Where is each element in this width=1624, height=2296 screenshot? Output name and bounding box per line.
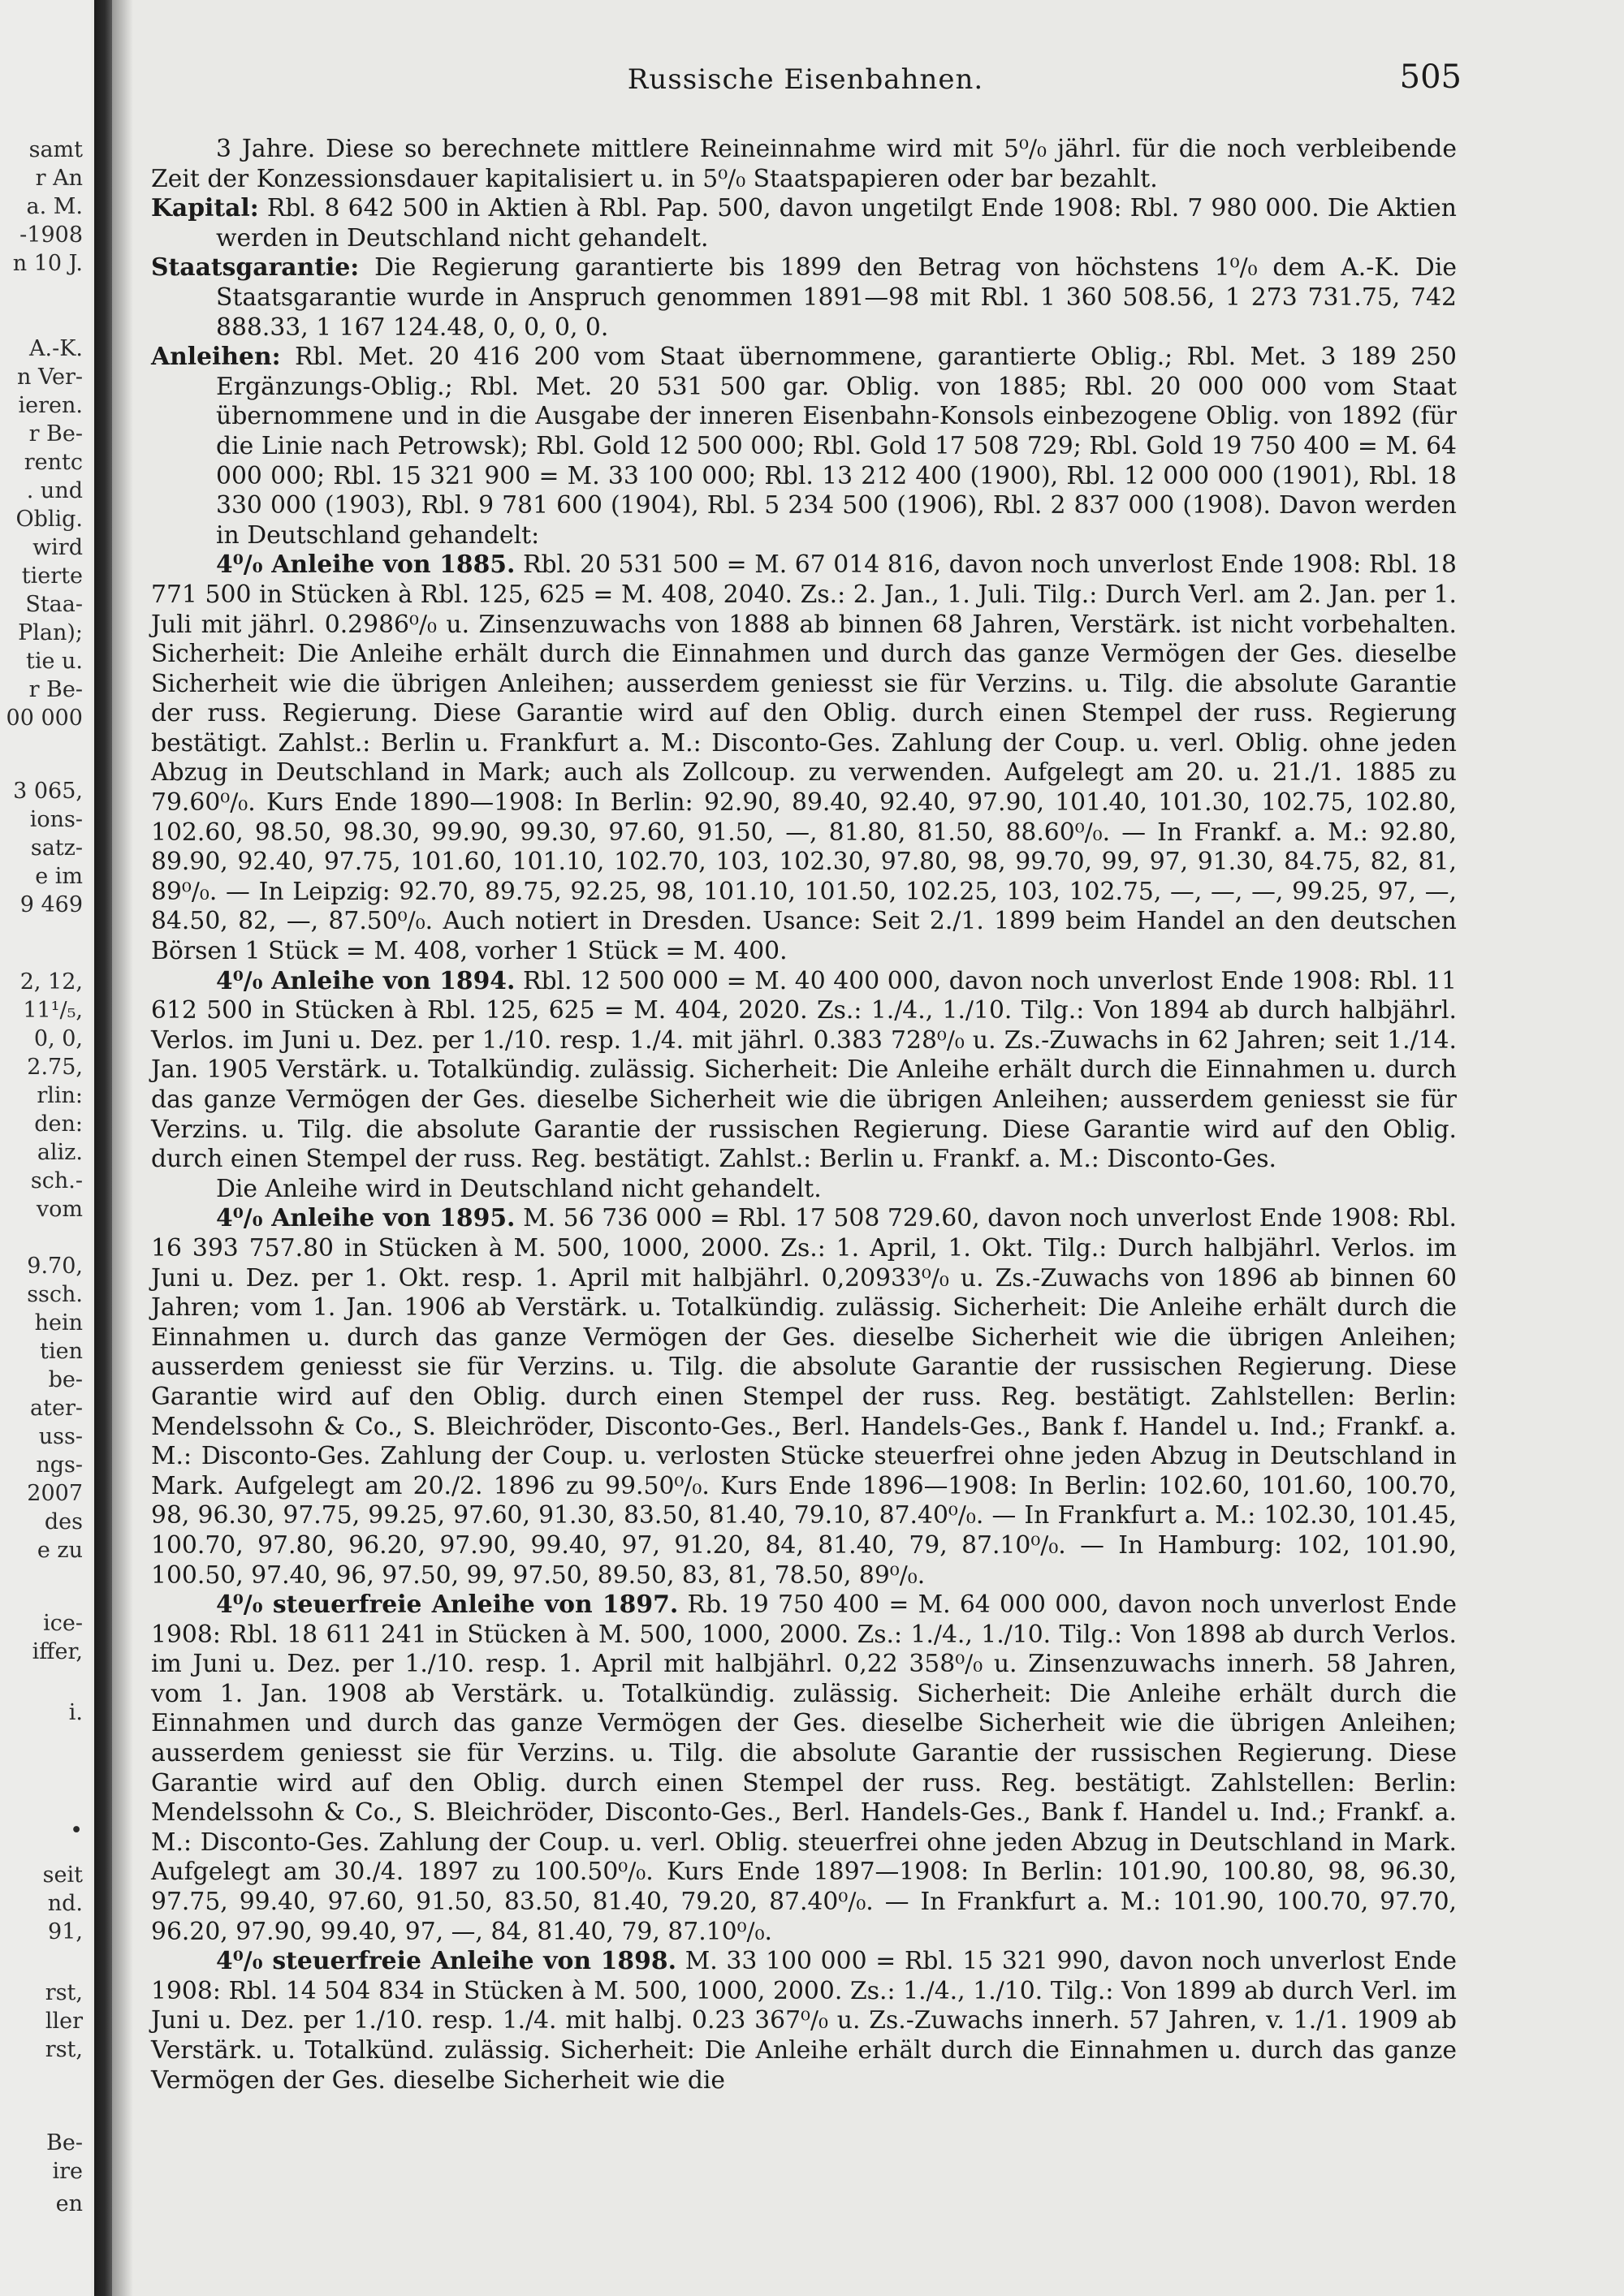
margin-fragment: e zu [37, 1538, 83, 1563]
entry-label-staatsgarantie: Staatsgarantie: [151, 253, 360, 283]
margin-fragment: Oblig. [15, 507, 83, 532]
loan-1885 [151, 550, 1457, 966]
margin-fragment: seit [42, 1862, 83, 1888]
loan-text-1895: M. 56 736 000 = Rbl. 17 508 729.60, davon noch unverlost Ende 1908: Rbl. 16 393 757.80 in Stücken à M. 500, 1000, 2000. Zs.: 1. April, 1. Okt. Tilg.: Durch halbjährl. Verlos. im Juni u. Dez. per 1. Okt. resp. 1. April mit halbjährl. 0,20933⁰/₀ u. Zs.-Zuwachs von 1896 ab binnen 60 Jahren; vom 1. Jan. 1906 ab Verstärk. u. Totalkündig. zulässig. Sicherheit: Die Anleihe erhält durch die Einnahmen u. durch das ganze Vermögen der Ges. dieselbe Sicherheit wie die übrigen Anleihen; ausserdem geniesst sie für Verzins. u. Tilg. die absolute Garantie der russischen Regierung. Diese Garantie wird auf den Oblig. durch einen Stempel der russ. Reg. bestätigt. Zahlstellen: Berlin: Mendelssohn & Co., S. Bleichröder, Disconto-Ges., Berl. Handels-Ges., Bank f. Handel u. Ind.; Frankf. a. M.: Disconto-Ges. Zahlung der Coup. u. verlosten Stücke steuerfrei ohne jeden Abzug in Deutschland in Mark. Aufgelegt am 20./2. 1896 zu 99.50⁰/₀. Kurs Ende 1896—1908: In Berlin: 102.60, 101.60, 100.70, 98, 96.30, 97.75, 99.25, 97.60, 91.30, 83.50, 81.40, 79.10, 87.40⁰/₀. — In Frankfurt a. M.: 102.30, 101.45, 100.70, 97.80, 96.20, 97.90, 99.40, 97, 91.20, 84, 81.40, 79, 87.10⁰/₀. — In Hamburg: 102, 101.90, 100.50, 97.40, 96, 97.50, 99, 97.50, 89.50, 83, 81, 78.50, 89⁰/₀. [151, 1204, 1457, 1590]
margin-fragment: Staa- [25, 592, 83, 617]
margin-fragment: 91, [48, 1919, 83, 1944]
margin-fragment: aliz. [37, 1140, 83, 1165]
loan-text-1894: Rbl. 12 500 000 = M. 40 400 000, davon noch unverlost Ende 1908: Rbl. 11 612 500 in Stücken à Rbl. 125, 625 = M. 404, 2020. Zs.: 1./4., 1./10. Tilg.: Von 1894 ab durch halbjährl. Verlos. im Juni u. Dez. per 1./10. resp. 1./4. mit jährl. 0.383 728⁰/₀ u. Zs.-Zuwachs in 62 Jahren; seit 1./14. Jan. 1905 Verstärk. u. Totalkündig. zulässig. Sicherheit: Die Anleihe erhält durch die Einnahmen u. durch das ganze Vermögen der Ges. dieselbe Sicherheit wie die übrigen Anleihen; ausserdem geniesst sie für Verzins. u. Tilg. die absolute Garantie der russischen Regierung. Diese Garantie wird auf den Oblig. durch einen Stempel der russ. Reg. bestätigt. Zahlst.: Berlin u. Frankf. a. M.: Disconto-Ges. [151, 966, 1457, 1174]
margin-fragment: ions- [29, 807, 83, 832]
loan-text-1897: Rb. 19 750 400 = M. 64 000 000, davon noch unverlost Ende 1908: Rbl. 18 611 241 in Stücken à M. 500, 1000, 2000. Zs.: 1./4., 1./10. Tilg.: Von 1898 ab durch Verlos. im Juni u. Dez. per 1./10. resp. 1. April mit halbjährl. 0,22 358⁰/₀ u. Zinsenzuwachs innerh. 58 Jahren, vom 1. Jan. 1908 ab Verstärk. u. Totalkündig. zulässig. Sicherheit: Die Anleihe erhält durch die Einnahmen und durch das ganze Vermögen der Ges. dieselbe Sicherheit wie die übrigen Anleihen; ausserdem geniesst sie für Verzins. u. Tilg. die absolute Garantie der russischen Regierung. Diese Garantie wird auf den Oblig. durch einen Stempel der russ. Reg. bestätigt. Zahlstellen: Berlin: Mendelssohn & Co., S. Bleichröder, Disconto-Ges., Berl. Handels-Ges., Bank f. Handel u. Ind.; Frankf. a. M.: Disconto-Ges. Zahlung der Coup. u. verl. Oblig. steuerfrei ohne jeden Abzug in Deutschland in Mark. Aufgelegt am 30./4. 1897 zu 100.50⁰/₀. Kurs Ende 1897—1908: In Berlin: 101.90, 100.80, 98, 96.30, 97.75, 99.40, 97.60, 91.50, 83.50, 81.40, 79.20, 87.40⁰/₀. — In Frankfurt a. M.: 101.90, 100.70, 97.70, 96.20, 97.90, 99.40, 97, —, 84, 81.40, 79, 87.10⁰/₀. [151, 1590, 1457, 1946]
margin-fragment: satz- [30, 835, 83, 861]
margin-fragment: den: [34, 1111, 83, 1137]
margin-fragment: 00 000 [6, 706, 83, 731]
margin-fragment: ller [45, 2009, 83, 2034]
margin-fragment: uss- [38, 1424, 83, 1449]
loan-title-1898: 4⁰/₀ steuerfreie Anleihe von 1898. [216, 1947, 676, 1976]
loan-title-1885: 4⁰/₀ Anleihe von 1885. [216, 550, 516, 580]
page-number: 505 [1399, 58, 1462, 96]
margin-fragment: 2007 [27, 1481, 83, 1506]
margin-fragment: 11¹/₅, [23, 998, 83, 1023]
loan-1894 [151, 967, 1457, 1175]
margin-fragment: hein [34, 1310, 83, 1336]
margin-fragment: tie u. [25, 649, 83, 674]
margin-fragment: ssch. [27, 1282, 83, 1307]
margin-fragment: n 10 J. [12, 251, 83, 276]
margin-fragment: wird [32, 535, 83, 560]
entry-text-anleihen: Rbl. Met. 20 416 200 vom Staat übernommene, garantierte Oblig.; Rbl. Met. 3 189 250 Ergänzungs-Oblig.; Rbl. Met. 20 531 500 gar. Oblig. von 1885; Rbl. 20 000 000 vom Staat übernommene und in die Ausgabe der inneren Eisenbahn-Konsols einbezogene Oblig. von 1892 (für die Linie nach Petrowsk); Rbl. Gold 12 500 000; Rbl. Gold 17 508 729; Rbl. Gold 19 750 400 = M. 64 000 000; Rbl. 15 321 900 = M. 33 100 000; Rbl. 13 212 400 (1900), Rbl. 12 000 000 (1901), Rbl. 18 330 000 (1903), Rbl. 9 781 600 (1904), Rbl. 5 234 500 (1906), Rbl. 2 837 000 (1908). Davon werden in Deutschland gehandelt: [216, 343, 1457, 550]
margin-fragment: r An [35, 166, 83, 191]
margin-fragment: tien [40, 1339, 83, 1364]
margin-fragment: tierte [21, 563, 83, 589]
page-body [151, 135, 1457, 2095]
margin-fragment: ire [52, 2159, 83, 2184]
adjacent-page-margin [0, 0, 91, 2296]
margin-fragment: r Be- [28, 421, 83, 447]
margin-fragment: ieren. [18, 393, 83, 418]
margin-fragment: samt [28, 137, 83, 162]
margin-fragment: e im [35, 864, 83, 889]
margin-fragment: 9 469 [19, 892, 83, 917]
margin-fragment: 2, 12, [19, 969, 83, 995]
margin-fragment: 0, 0, [33, 1026, 83, 1051]
loan-title-1894: 4⁰/₀ Anleihe von 1894. [216, 966, 516, 995]
loan-title-1895: 4⁰/₀ Anleihe von 1895. [216, 1204, 516, 1233]
margin-fragment: ice- [43, 1611, 83, 1636]
margin-fragment: be- [48, 1367, 83, 1392]
margin-fragment: 2.75, [27, 1055, 83, 1080]
book-gutter [94, 0, 112, 2296]
margin-fragment: sch.- [30, 1168, 83, 1193]
margin-fragment: 9.70, [27, 1254, 83, 1279]
running-head: Russische Eisenbahnen. [627, 63, 984, 96]
margin-fragment: iffer, [32, 1639, 83, 1664]
margin-fragment: Plan); [18, 620, 83, 645]
entry-kapital [151, 194, 1457, 253]
margin-fragment: a. M. [26, 194, 83, 219]
entry-anleihen [151, 343, 1457, 550]
margin-fragment: -1908 [19, 222, 83, 248]
margin-fragment: vom [36, 1197, 83, 1222]
page-header [149, 58, 1462, 107]
margin-fragment: • [70, 1818, 83, 1843]
margin-fragment: en [55, 2191, 83, 2216]
gutter-shadow [112, 0, 133, 2296]
loan-note-1894: Die Anleihe wird in Deutschland nicht gehandelt. [216, 1174, 822, 1203]
margin-fragment: r Be- [28, 677, 83, 702]
paragraph-intro: 3 Jahre. Diese so berechnete mittlere Reineinnahme wird mit 5⁰/₀ jährl. für die noch verbleibende Zeit der Konzessionsdauer kapitalisiert u. in 5⁰/₀ Staatspapieren oder bar bezahlt. [151, 135, 1457, 193]
margin-fragment: Be- [46, 2130, 83, 2156]
margin-fragment: ater- [30, 1396, 83, 1421]
entry-staatsgarantie [151, 253, 1457, 343]
margin-fragment: A.-K. [29, 336, 83, 361]
entry-text-staatsgarantie: Die Regierung garantierte bis 1899 den Betrag von höchstens 1⁰/₀ dem A.-K. Die Staatsgarantie wurde in Anspruch genommen 1891—98 mit Rbl. 1 360 508.56, 1 273 731.75, 742 888.33, 1 167 124.48, 0, 0, 0, 0. [216, 253, 1457, 342]
entry-text-kapital: Rbl. 8 642 500 in Aktien à Rbl. Pap. 500, davon ungetilgt Ende 1908: Rbl. 7 980 000. Die Aktien werden in Deutschland nicht gehandelt. [216, 194, 1457, 252]
margin-fragment: nd. [47, 1891, 83, 1916]
margin-fragment: rst, [45, 2037, 83, 2062]
margin-fragment: 3 065, [13, 779, 83, 804]
margin-fragment: n Ver- [17, 365, 83, 390]
loan-1897 [151, 1590, 1457, 1947]
loan-title-1897: 4⁰/₀ steuerfreie Anleihe von 1897. [216, 1590, 679, 1620]
loan-1895 [151, 1204, 1457, 1590]
margin-fragment: i. [68, 1700, 83, 1725]
margin-fragment: rst, [45, 1980, 83, 2005]
margin-fragment: ngs- [36, 1452, 83, 1478]
margin-fragment: rentc [24, 450, 83, 475]
margin-fragment: des [44, 1509, 83, 1534]
margin-fragment: rlin: [37, 1083, 83, 1108]
entry-label-anleihen: Anleihen: [151, 343, 281, 372]
loan-text-1898: M. 33 100 000 = Rbl. 15 321 990, davon noch unverlost Ende 1908: Rbl. 14 504 834 in Stücken à M. 500, 1000, 2000. Zs.: 1./4., 1./10. Tilg.: Von 1899 ab durch Verl. im Juni u. Dez. per 1./10. resp. 1./4. mit halbj. 0.23 367⁰/₀ u. Zs.-Zuwachs innerh. 57 Jahren, v. 1./1. 1909 ab Verstärk. u. Totalkünd. zulässig. Sicherheit: Die Anleihe erhält durch die Einnahmen u. durch das ganze Vermögen der Ges. dieselbe Sicherheit wie die [151, 1947, 1457, 2095]
margin-fragment: . und [26, 478, 83, 503]
loan-text-1885: Rbl. 20 531 500 = M. 67 014 816, davon noch unverlost Ende 1908: Rbl. 18 771 500 in Stücken à Rbl. 125, 625 = M. 408, 2040. Zs.: 2. Jan., 1. Juli. Tilg.: Durch Verl. am 2. Jan. per 1. Juli mit jährl. 0.2986⁰/₀ u. Zinsenzuwachs von 1888 ab binnen 68 Jahren, Verstärk. ist nicht vorbehalten. Sicherheit: Die Anleihe erhält durch die Einnahmen und durch das ganze Vermögen der Ges. dieselbe Sicherheit wie die übrigen Anleihen; ausserdem geniesst sie für Verzins. u. Tilg. die absolute Garantie der russ. Regierung. Diese Garantie wird auf den Oblig. durch einen Stempel der russ. Regierung bestätigt. Zahlst.: Berlin u. Frankfurt a. M.: Disconto-Ges. Zahlung der Coup. u. verl. Oblig. ohne jeden Abzug in Deutschland in Mark; auch als Zollcoup. zu verwenden. Aufgelegt am 20. u. 21./1. 1885 zu 79.60⁰/₀. Kurs Ende 1890—1908: In Berlin: 92.90, 89.40, 92.40, 97.90, 101.40, 101.30, 102.75, 102.80, 102.60, 98.50, 98.30, 99.90, 99.30, 97.60, 91.50, —, 81.80, 81.50, 88.60⁰/₀. — In Frankf. a. M.: 92.80, 89.90, 92.40, 97.75, 101.60, 101.10, 102.70, 103, 102.30, 97.80, 98, 99.70, 99, 97, 91.30, 84.75, 82, 81, 89⁰/₀. — In Leipzig: 92.70, 89.75, 92.25, 98, 101.10, 101.50, 102.25, 103, 102.75, —, —, —, 99.25, 97, —, 84.50, 82, —, 87.50⁰/₀. Auch notiert in Dresden. Usance: Seit 2./1. 1899 beim Handel an den deutschen Börsen 1 Stück = M. 408, vorher 1 Stück = M. 400. [151, 550, 1457, 966]
entry-label-kapital: Kapital: [151, 194, 259, 223]
loan-1898 [151, 1947, 1457, 2095]
